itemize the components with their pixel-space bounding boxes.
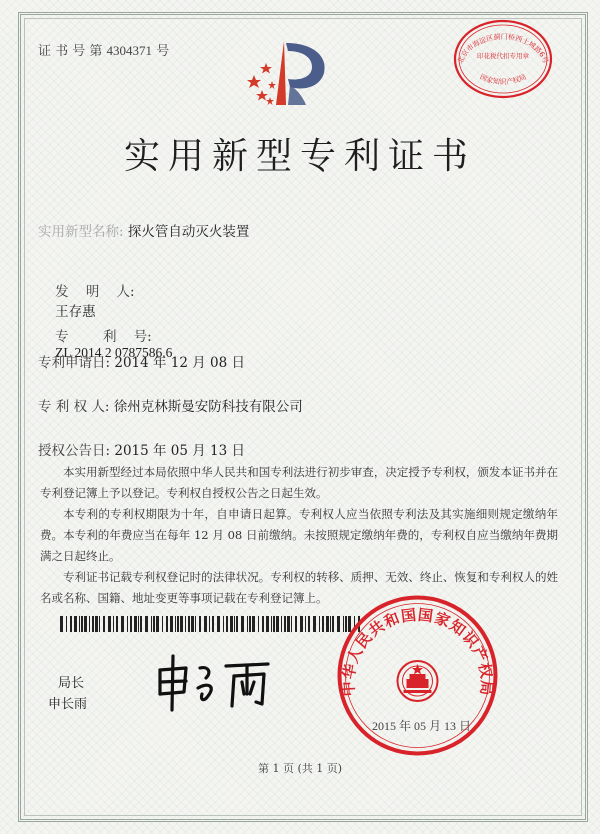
barcode-bar	[81, 616, 83, 632]
barcode-bar	[156, 616, 159, 632]
barcode-bar	[95, 616, 98, 632]
seal-top-bottom-text: 国家知识产权局	[478, 72, 528, 87]
barcode-bar	[74, 616, 77, 632]
barcode-bar	[322, 616, 324, 632]
barcode-bar	[138, 616, 139, 632]
barcode-bar	[191, 616, 194, 632]
grant-date-label: 授权公告日:	[38, 443, 111, 459]
barcode-bar	[108, 616, 111, 632]
barcode-bar	[188, 616, 190, 632]
barcode-bar	[308, 616, 310, 632]
utility-model-name-label: 实用新型名称:	[38, 224, 124, 240]
utility-model-name-value: 探火管自动灭火装置	[127, 224, 250, 240]
inventor-label: 发 明 人:	[55, 284, 135, 300]
barcode-bar	[127, 616, 128, 632]
barcode-bar	[170, 616, 173, 632]
barcode-bar	[319, 616, 320, 632]
barcode-bar	[258, 616, 259, 632]
certificate-title: 实用新型专利证书	[123, 136, 476, 177]
barcode-bar	[313, 616, 316, 632]
barcode-bar	[185, 616, 186, 632]
certificate-body	[40, 462, 558, 609]
barcode-bar	[209, 616, 210, 632]
field-patentee	[38, 395, 303, 415]
barcode-bar	[92, 616, 94, 632]
grant-date-value: 2015 年 05 月 13 日	[114, 443, 246, 459]
field-utility-model-name	[38, 220, 249, 240]
national-emblem-icon	[398, 661, 438, 701]
patent-number-label: 专 利 号:	[55, 329, 152, 345]
barcode-bar	[212, 616, 214, 632]
barcode-bar	[180, 616, 183, 632]
barcode-bar	[300, 616, 303, 632]
barcode-bar	[199, 616, 201, 632]
barcode-bar	[89, 616, 90, 632]
barcode-bar	[145, 616, 148, 632]
barcode	[60, 616, 360, 632]
patent-number-value: ZL 2014 2 0787586.6	[55, 345, 173, 360]
barcode-bar	[162, 616, 163, 632]
handwritten-signature	[150, 648, 290, 718]
barcode-bar	[177, 616, 179, 632]
body-paragraph-2: 本专利的专利权期限为十年，自申请日起算。专利权人应当依照专利法及其实施细则规定缴纳年费。本专利的年费应当在每年 12 月 08 日前缴纳。未按照规定缴纳年费的，专利权自应当缴纳年费期满之日起终止。	[40, 507, 558, 563]
filing-date-value: 2014 年 12 月 08 日	[114, 355, 246, 371]
barcode-bar	[84, 616, 87, 632]
barcode-bar	[99, 616, 100, 632]
barcode-bar	[273, 616, 275, 632]
barcode-bar	[195, 616, 196, 632]
barcode-bar	[79, 616, 80, 632]
seal-top-arc-text: 北京市海淀区蓟门桥西土城路6号	[456, 32, 550, 65]
barcode-bar	[262, 616, 264, 632]
barcode-bar	[252, 616, 255, 632]
barcode-bar	[140, 616, 142, 632]
cert-number-label: 证 书 号 第	[38, 44, 103, 59]
page-footer: 第 1 页 (共 1 页)	[257, 762, 343, 775]
filing-date-label: 专利申请日:	[38, 355, 111, 371]
director-name: 申长雨	[48, 697, 88, 712]
barcode-bar	[151, 616, 152, 632]
barcode-bar	[121, 616, 124, 632]
barcode-bar	[234, 616, 235, 632]
barcode-bar	[134, 616, 137, 632]
certificate-number	[38, 40, 169, 59]
barcode-bar	[103, 616, 105, 632]
barcode-bar	[241, 616, 244, 632]
barcode-bar	[204, 616, 207, 632]
barcode-bar	[287, 616, 290, 632]
field-grant-date	[38, 439, 245, 459]
patentee-label: 专 利 权 人:	[38, 399, 110, 415]
seal-date: 2015 年 05 月 13 日	[372, 719, 472, 733]
barcode-bar	[70, 616, 72, 632]
barcode-bar	[291, 616, 292, 632]
patent-office-logo	[232, 35, 342, 115]
director-title: 局长	[58, 676, 85, 691]
barcode-bar	[223, 616, 224, 632]
barcode-bar	[284, 616, 286, 632]
barcode-bar	[217, 616, 220, 632]
cert-number-suffix: 号	[156, 44, 170, 59]
field-filing-date	[38, 351, 245, 371]
barcode-bar	[175, 616, 176, 632]
barcode-bar	[271, 616, 272, 632]
barcode-bar	[295, 616, 297, 632]
patentee-value: 徐州克林斯曼安防科技有限公司	[113, 399, 303, 415]
barcode-bar	[166, 616, 168, 632]
tax-stamp-seal	[448, 14, 558, 104]
svg-text:国家知识产权局	[479, 72, 528, 86]
body-paragraph-3: 专利证书记载专利权登记时的法律状况。专利权的转移、质押、无效、终止、恢复和专利权人的姓名或名称、国籍、地址变更等事项记载在专利登记簿上。	[40, 570, 558, 605]
inventor-value: 王存惠	[55, 304, 96, 320]
barcode-bar	[153, 616, 155, 632]
barcode-bar	[66, 616, 67, 632]
barcode-bar	[326, 616, 329, 632]
barcode-bar	[276, 616, 279, 632]
barcode-bar	[130, 616, 132, 632]
barcode-bar	[305, 616, 306, 632]
barcode-bar	[116, 616, 118, 632]
cert-number-value: 4304371	[106, 43, 153, 58]
barcode-bar	[236, 616, 238, 632]
barcode-bar	[330, 616, 331, 632]
barcode-bar	[266, 616, 269, 632]
barcode-bar	[281, 616, 282, 632]
barcode-bar	[332, 616, 334, 632]
barcode-bar	[247, 616, 248, 632]
seal-top-center-text: 印花税代扣专用章	[477, 52, 529, 60]
body-paragraph-1: 本实用新型经过本局依照中华人民共和国专利法进行初步审查，决定授予专利权，颁发本证书并在专利登记簿上予以登记。专利权自授权公告之日起生效。	[40, 465, 558, 500]
barcode-bar	[230, 616, 233, 632]
seal-arc-text: 中华人民共和国国家知识产权局	[339, 605, 496, 697]
barcode-bar	[60, 616, 63, 632]
barcode-bar	[249, 616, 251, 632]
barcode-bar	[226, 616, 228, 632]
barcode-bar	[113, 616, 114, 632]
